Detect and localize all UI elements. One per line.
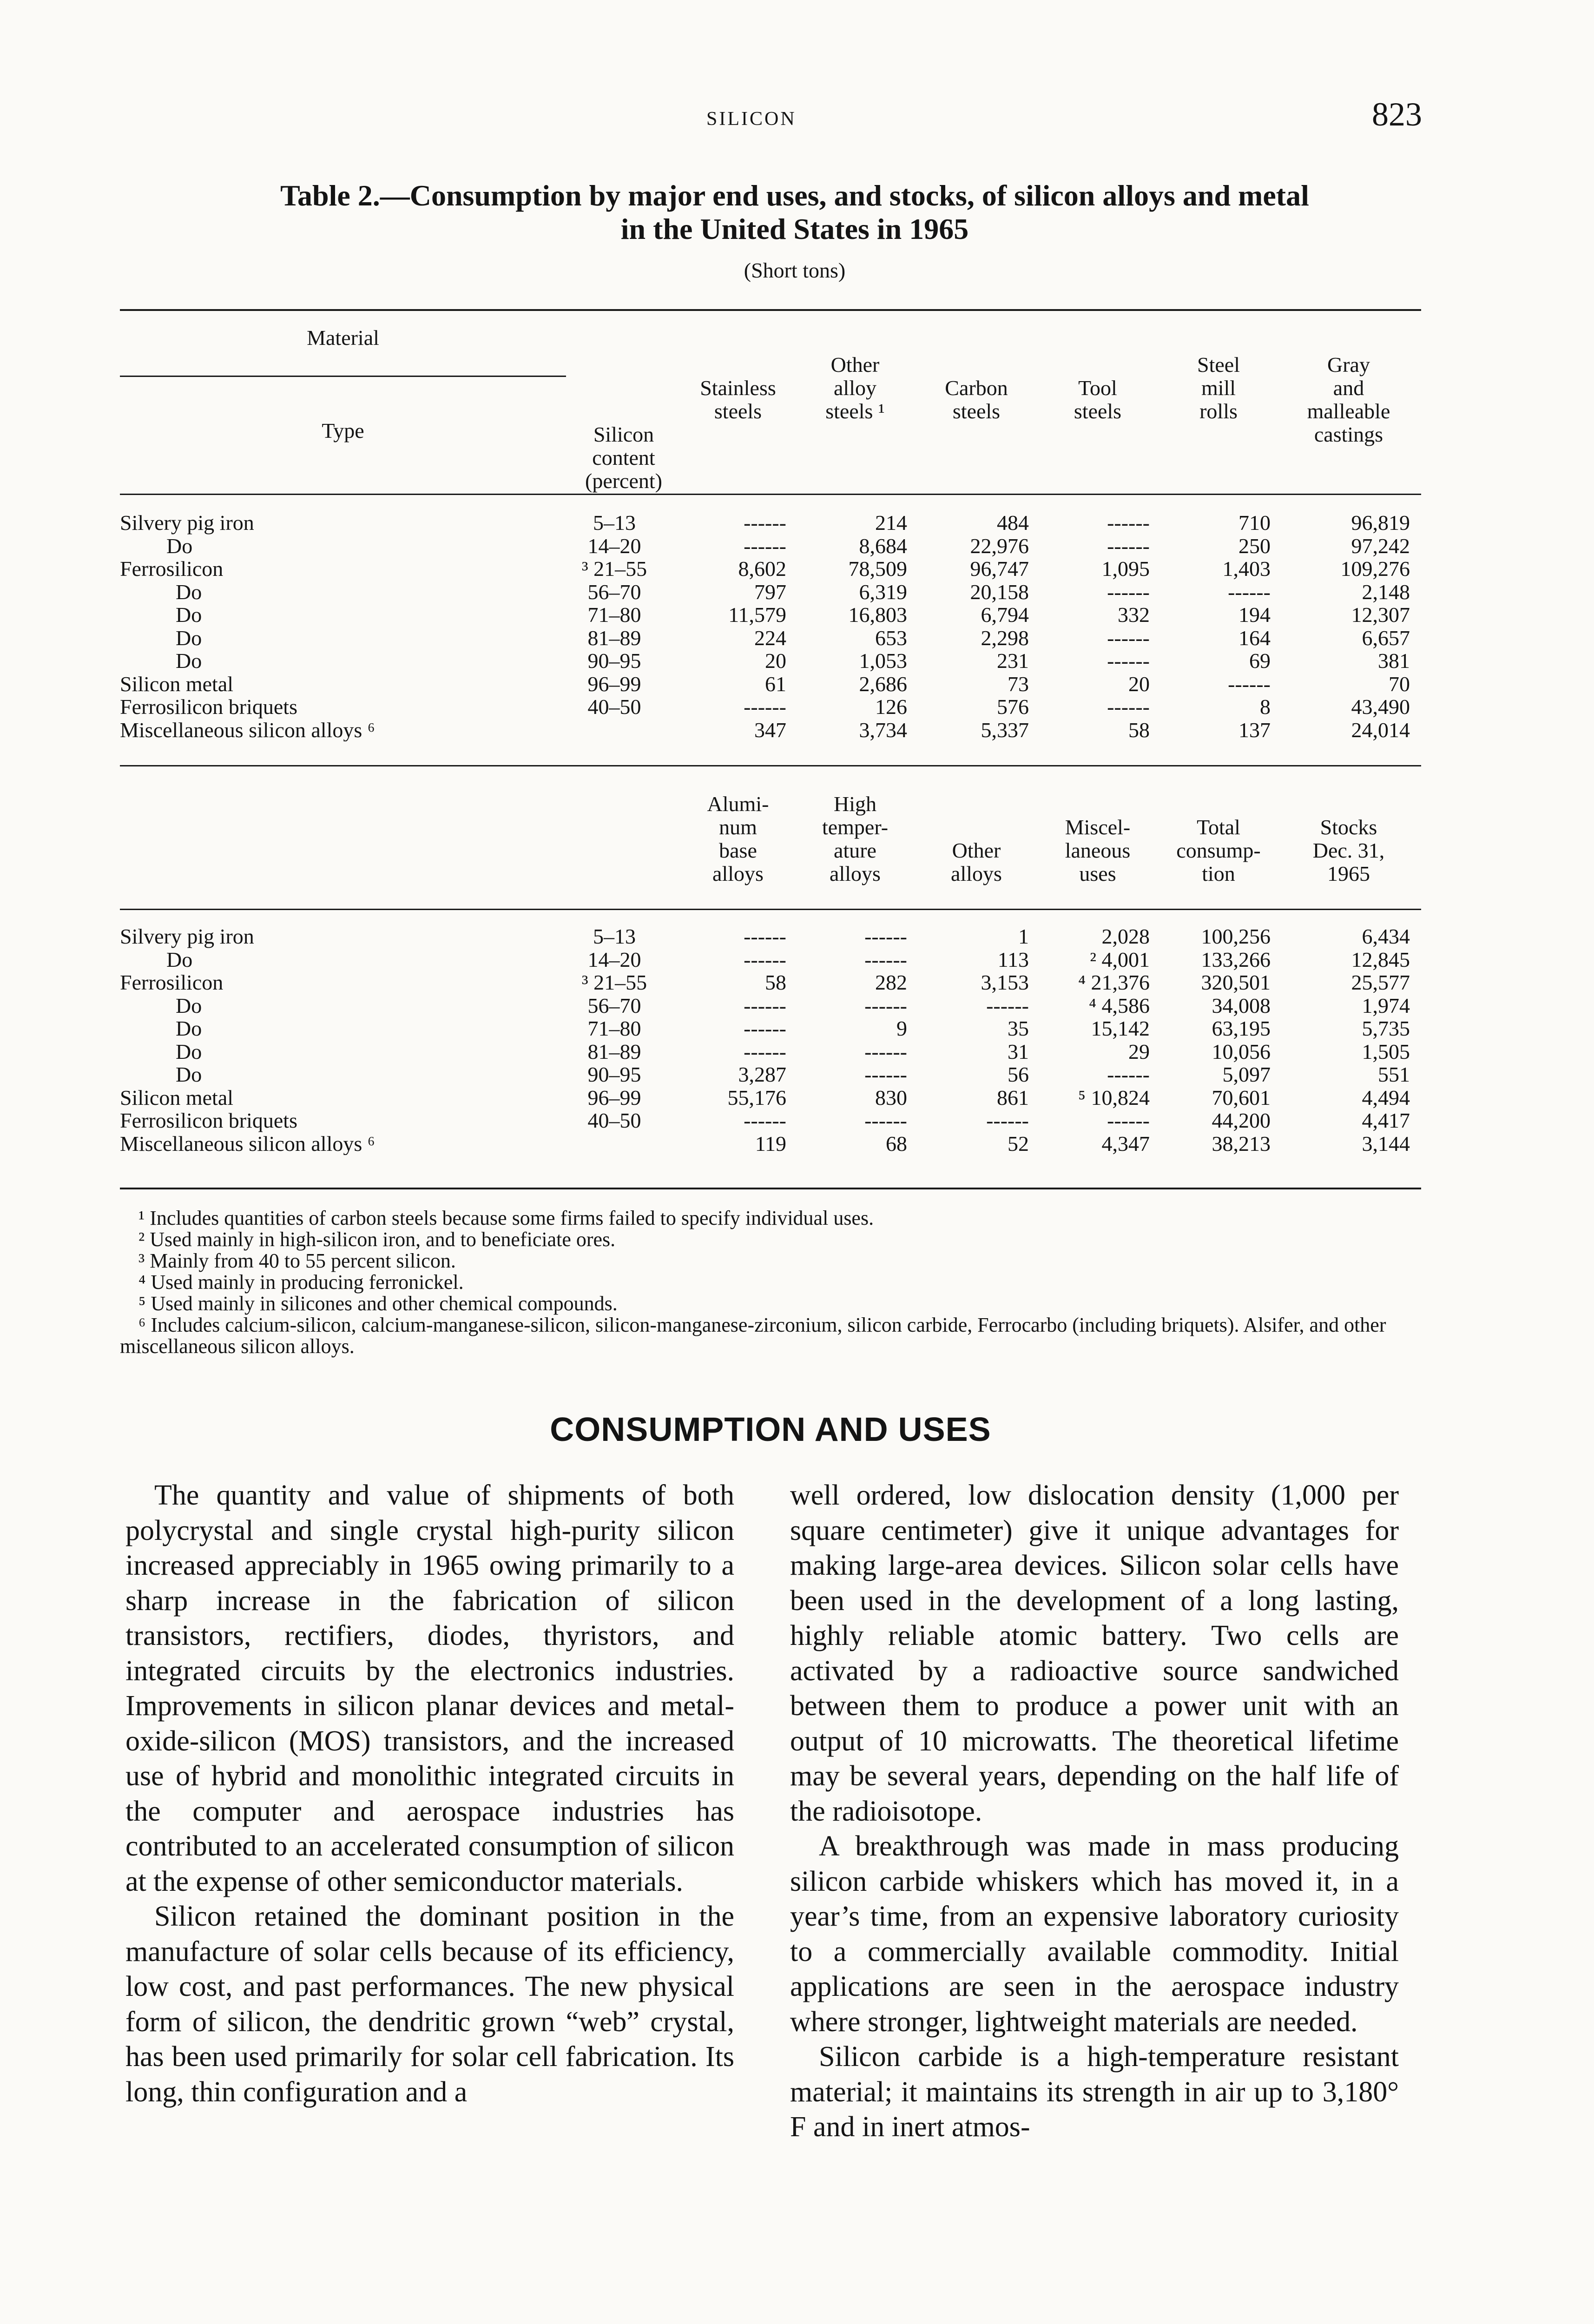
table-cell: ------ [744,534,786,557]
header-line: 1965 [1327,862,1370,885]
table-cell: 8,602 [738,557,786,581]
header-line: uses [1079,862,1116,885]
part2_headers-col-4 [1158,816,1279,885]
table-cell: 58 [1128,718,1150,741]
table-cell: 10,056 [1212,1040,1271,1063]
table-cell: ------ [986,994,1029,1017]
footnote: ¹ Includes quantities of carbon steels because some firms failed to specify individual uses. [138,1207,874,1229]
row-label-text: Silicon metal [120,1086,234,1109]
table-row [120,603,1418,627]
table-cell: ------ [744,695,786,719]
table-cell: 797 [754,580,786,603]
silicon-content-cell: 81–89 [587,626,641,649]
header-line: Gray [1327,353,1370,376]
body-paragraph: A breakthrough was made in mass producing silicon carbide whiskers which has moved it, in a year’s time, from an expensive laboratory curiosity to a commercially available commodity. Initial applications are seen in the aerospace industry where stronger, lightweight materials are needed. [790,1830,1399,2038]
table-cell: 4,494 [1362,1086,1410,1109]
table-cell: 5,337 [981,718,1029,741]
table-cell: 97,242 [1351,534,1410,557]
table-cell: 347 [754,718,786,741]
row-label [120,719,566,742]
row-label [120,971,566,994]
part1_headers-col-0 [681,376,795,423]
table-cell: 31 [1008,1040,1029,1063]
table-cell: 282 [875,971,907,994]
footnote: ⁶ Includes calcium-silicon, calcium-manganese-silicon, silicon-manganese-zirconium, silicon carbide, Ferrocarbo (including briquets). Alsifer, and other miscellaneous silicon alloys. [120,1314,1386,1358]
header-line: Other [830,353,880,376]
table-cell: 830 [875,1086,907,1109]
header-line: base [719,838,757,862]
table-cell: ------ [1107,580,1150,603]
footnote: ⁵ Used mainly in silicones and other chemical compounds. [138,1292,618,1315]
table-cell: 70 [1389,672,1410,695]
table-row [120,627,1418,650]
header-bottom-rule [120,494,1421,495]
row-label [120,581,566,604]
table-cell: 3,287 [738,1063,786,1086]
row-label-text: Do [176,649,202,673]
part1_headers-col-1 [795,353,916,423]
table-cell: 224 [754,626,786,649]
row-label [120,1109,566,1132]
silicon-content-cell: 71–80 [587,603,641,627]
table-cell: ------ [1107,1109,1150,1132]
table-row [120,649,1418,673]
header-line: laneous [1065,838,1131,862]
body-column-left [125,1478,734,2110]
header-line: Stocks [1320,815,1377,839]
material-underline [120,376,566,377]
table-cell: ------ [744,994,786,1017]
table-cell: ------ [864,1109,907,1132]
row-label-text: Do [176,603,202,627]
table-cell: 69 [1249,649,1271,673]
table-cell: 6,794 [981,603,1029,627]
header-line: Other [952,838,1001,862]
table-cell: 861 [997,1086,1029,1109]
table-cell: 6,434 [1362,925,1410,948]
table-cell: 34,008 [1212,994,1271,1017]
header-line: Alumi- [707,792,769,816]
header-line: (percent) [585,469,662,493]
table-cell: 126 [875,695,907,719]
table-row [120,695,1418,719]
table-cell: ------ [744,511,786,535]
table-cell: 3,734 [859,718,907,741]
table-cell: 2,148 [1362,580,1410,603]
silicon-content-cell: ³ 21–55 [581,557,647,581]
row-label-text: Do [176,994,202,1017]
table-cell: 63,195 [1212,1017,1271,1040]
table-cell: ------ [1228,580,1271,603]
table-cell: ⁵ 10,824 [1078,1086,1150,1109]
row-label-text: Do [176,1063,202,1086]
header-line: consump- [1176,838,1261,862]
table-cell: 58 [765,971,786,994]
row-label-text: Do [166,948,193,971]
silicon-content-cell: 81–89 [587,1040,641,1063]
table-cell: 332 [1118,603,1150,627]
table-row [120,925,1418,948]
silicon-content-cell: 90–95 [587,649,641,673]
part1-bottom-rule [120,765,1421,766]
row-label [120,1017,566,1040]
silicon-content-cell: 14–20 [587,534,641,557]
table-row [120,557,1418,581]
row-label-text: Do [176,1017,202,1040]
table-row [120,581,1418,604]
table-cell: 381 [1378,649,1410,673]
table-cell: 1 [1018,925,1029,948]
table-cell: 320,501 [1201,971,1271,994]
table-cell: ⁴ 4,586 [1088,994,1150,1017]
header-line: temper- [822,815,889,839]
silicon-content-cell: 56–70 [587,994,641,1017]
header-line: num [719,815,757,839]
table-top-rule [120,309,1421,311]
part1_headers-col-3 [1037,376,1158,423]
header-line: steels [1074,399,1122,423]
row-label-text: Do [176,580,202,603]
part2_headers-col-2 [916,839,1037,885]
table-cell: 12,307 [1351,603,1410,627]
table-cell: ------ [1107,1063,1150,1086]
table-cell: 56 [1008,1063,1029,1086]
row-label [120,1086,566,1109]
table-cell: 8,684 [859,534,907,557]
table-cell: 6,319 [859,580,907,603]
table-row [120,948,1418,971]
table-cell: 29 [1128,1040,1150,1063]
table-cell: ------ [744,1109,786,1132]
table-cell: 484 [997,511,1029,535]
table-cell: 16,803 [848,603,907,627]
part1_headers-col-4 [1158,353,1279,423]
silicon-content-cell: 40–50 [587,1109,641,1132]
table-cell: ------ [1107,649,1150,673]
table-cell: ------ [864,925,907,948]
table-cell: 4,347 [1101,1132,1150,1155]
table-cell: 15,142 [1091,1017,1150,1040]
body-paragraph: The quantity and value of shipments of both polycrystal and single crystal high-purity silicon increased appreciably in 1965 owing primarily to a sharp increase in the fabrication of silicon transistors, rectifiers, diodes, thyristors, and integrated circuits by the electronics industries. Improvements in silicon planar devices and metal-oxide-silicon (MOS) transistors, and the increased use of hybrid and monolithic integrated circuits in the computer and aerospace industries has contributed to an accelerated consumption of silicon at the expense of other semiconductor materials. [125,1479,734,1897]
table-cell: 70,601 [1212,1086,1271,1109]
table-cell: 113 [997,948,1029,971]
table-cell: ------ [1107,511,1150,535]
silicon-content-cell [566,719,681,742]
row-label [120,603,566,627]
table-row [120,1063,1418,1086]
table-row [120,1086,1418,1109]
table-cell: 6,657 [1362,626,1410,649]
part2_headers-col-0 [681,792,795,885]
footnote: ² Used mainly in high-silicon iron, and to beneficiate ores. [138,1228,616,1251]
silicon-content-cell: 5–13 [593,511,636,535]
table-cell: 11,579 [728,603,786,627]
header-line: Silicon [593,423,654,446]
table-cell: 1,403 [1222,557,1271,581]
silicon-content-cell: 14–20 [587,948,641,971]
row-label [120,925,566,948]
table-cell: 551 [1378,1063,1410,1086]
table-cell: 3,153 [981,971,1029,994]
part2_headers-col-3 [1037,816,1158,885]
part2_headers-col-1 [795,792,916,885]
part2_headers-col-5 [1279,816,1418,885]
body-paragraph: Silicon retained the dominant position in the manufacture of solar cells because of its efficiency, low cost, and past performances. The new physical form of silicon, the dendritic grown “web” crystal, has been used primarily for solar cell fabrication. Its long, thin configuration and a [125,1901,734,2108]
table-cell: ------ [744,925,786,948]
table-cell: 73 [1008,672,1029,695]
row-label [120,535,566,558]
table-cell: ------ [864,1040,907,1063]
table-cell: 4,417 [1362,1109,1410,1132]
table-cell: 133,266 [1201,948,1271,971]
header-line: mill [1201,376,1236,400]
table-cell: ------ [1107,695,1150,719]
table-cell: 96,747 [970,557,1029,581]
section-heading: CONSUMPTION AND USES [550,1411,991,1448]
running-head: SILICON [706,108,797,130]
table-cell: 3,144 [1362,1132,1410,1155]
row-label-text: Ferrosilicon briquets [120,695,297,719]
header-line: Dec. 31, [1312,838,1385,862]
part1_headers-col-5 [1279,353,1418,446]
row-label-text: Miscellaneous silicon alloys ⁶ [120,1132,375,1155]
row-label-text: Ferrosilicon briquets [120,1109,297,1132]
table-cell: 5,735 [1362,1017,1410,1040]
table-row [120,1109,1418,1132]
body-paragraph: well ordered, low dislocation density (1,000 per square centimeter) give it unique advantages for making large-area devices. Silicon solar cells have been used in the development of a long lasting, highly reliable atomic battery. Two cells are activated by a radioactive source sandwiched between them to produce a power unit with an output of 10 microwatts. The theoretical lifetime may be several years, depending on the half life of the radioisotope. [790,1479,1399,1827]
silicon-content-cell: 5–13 [593,925,636,948]
row-label [120,1132,566,1155]
table-cell: 1,095 [1101,557,1150,581]
type-header: Type [322,419,364,442]
row-label-text: Do [176,1040,202,1063]
body-column-right [790,1478,1399,2145]
row-label [120,649,566,673]
row-label [120,673,566,696]
row-label [120,1063,566,1086]
table-cell: 2,028 [1101,925,1150,948]
table-cell: 137 [1238,718,1271,741]
table-cell: 119 [755,1132,786,1155]
table-cell: 55,176 [727,1086,786,1109]
page-number: 823 [1372,96,1422,133]
table-cell: 52 [1008,1132,1029,1155]
row-label-text: Silvery pig iron [120,511,254,535]
table-cell: 68 [886,1132,907,1155]
table-cell: 9 [896,1017,907,1040]
table-cell: 44,200 [1212,1109,1271,1132]
table-row [120,719,1418,742]
header-line: alloys [830,862,881,885]
row-label-text: Silicon metal [120,672,234,695]
table-cell: 2,298 [981,626,1029,649]
table-cell: 194 [1238,603,1271,627]
table-units: (Short tons) [744,258,846,282]
header-line: High [834,792,876,816]
table-cell: 164 [1238,626,1271,649]
table-row [120,1132,1418,1155]
row-label-text: Ferrosilicon [120,971,224,994]
table-cell: 24,014 [1351,718,1410,741]
row-label-text: Do [176,626,202,649]
header-line: Total [1197,815,1240,839]
table-cell: 710 [1238,511,1271,535]
table-cell: ------ [744,1017,786,1040]
table-cell: ------ [864,1063,907,1086]
table-cell: 5,097 [1222,1063,1271,1086]
table-row [120,1040,1418,1063]
header-line: castings [1314,423,1383,446]
table-cell: 35 [1008,1017,1029,1040]
table-cell: 22,976 [970,534,1029,557]
table-part-2 [120,925,1418,1155]
table-cell: 2,686 [859,672,907,695]
row-label [120,1040,566,1063]
footnote: ³ Mainly from 40 to 55 percent silicon. [138,1249,456,1272]
silicon-content-cell: 96–99 [587,1086,641,1109]
row-label [120,511,566,535]
row-label-text: Ferrosilicon [120,557,224,581]
footnotes [120,1208,1421,1357]
silicon-content-cell: 71–80 [587,1017,641,1040]
silicon-content-cell: 56–70 [587,580,641,603]
header-line: steels [714,399,762,423]
body-paragraph: Silicon carbide is a high-temperature resistant material; it maintains its strength in air up to 3,180° F and in inert atmos- [790,2041,1399,2143]
material-header: Material [307,326,379,350]
header-line: Stainless [700,376,776,400]
part1_headers-col-2 [916,376,1037,423]
table-cell: 20 [765,649,786,673]
silicon-content-cell: ³ 21–55 [581,971,647,994]
table-title-line-1: Table 2.—Consumption by major end uses, and stocks, of silicon alloys and metal [280,179,1309,212]
table-cell: 78,509 [848,557,907,581]
header-line: steels ¹ [825,399,885,423]
table-row [120,673,1418,696]
header-line: steels [952,399,1001,423]
row-label [120,695,566,719]
table-cell: ------ [986,1109,1029,1132]
header-line: Miscel- [1065,815,1131,839]
header-line: alloy [834,376,876,400]
table-cell: ------ [1228,672,1271,695]
table-cell: ------ [744,1040,786,1063]
silicon-content-cell [566,1132,681,1155]
header-line: Carbon [945,376,1008,400]
table-cell: 38,213 [1212,1132,1271,1155]
header-line: malleable [1307,399,1390,423]
table-cell: 43,490 [1351,695,1410,719]
row-label [120,948,566,971]
table-cell: 1,053 [859,649,907,673]
header-line: alloys [712,862,764,885]
table-cell: 20 [1128,672,1150,695]
table-cell: 100,256 [1201,925,1271,948]
table-row [120,1017,1418,1040]
table-bottom-rule [120,1188,1421,1189]
table-cell: ------ [1107,534,1150,557]
silicon-content-cell: 96–99 [587,672,641,695]
table-cell: 8 [1260,695,1271,719]
table-cell: ⁴ 21,376 [1078,971,1150,994]
row-label-text: Silvery pig iron [120,925,254,948]
table-row [120,511,1418,535]
table-cell: 1,505 [1362,1040,1410,1063]
table-cell: 653 [875,626,907,649]
table-row [120,994,1418,1017]
table-cell: 214 [875,511,907,535]
table-cell: ² 4,001 [1090,948,1150,971]
row-label [120,557,566,581]
table-cell: 61 [765,672,786,695]
table-cell: 250 [1238,534,1271,557]
table-row [120,971,1418,994]
table-cell: 12,845 [1351,948,1410,971]
table-cell: ------ [1107,626,1150,649]
header-line: ature [834,838,876,862]
table-cell: ------ [744,948,786,971]
table-cell: ------ [864,948,907,971]
table-row [120,535,1418,558]
table-cell: 20,158 [970,580,1029,603]
table-cell: 96,819 [1351,511,1410,535]
row-label-text: Miscellaneous silicon alloys ⁶ [120,718,375,741]
table-cell: 576 [997,695,1029,719]
table-cell: 1,974 [1362,994,1410,1017]
header-line: alloys [951,862,1002,885]
header-line: Tool [1078,376,1117,400]
table-title [153,179,1436,246]
silicon-content-header [566,423,681,493]
silicon-content-cell: 40–50 [587,695,641,719]
table-title-line-2: in the United States in 1965 [620,212,969,245]
header-line: tion [1202,862,1235,885]
row-label-text: Do [166,534,193,557]
part2-header-rule [120,909,1421,910]
table-cell: 109,276 [1340,557,1410,581]
header-line: content [592,446,655,469]
row-label [120,994,566,1017]
header-line: and [1333,376,1364,400]
header-line: rolls [1199,399,1238,423]
footnote: ⁴ Used mainly in producing ferronickel. [138,1271,464,1294]
table-cell: ------ [864,994,907,1017]
row-label [120,627,566,650]
table-cell: 25,577 [1351,971,1410,994]
table-part-1 [120,511,1418,741]
header-line: Steel [1197,353,1240,376]
table-cell: 231 [997,649,1029,673]
silicon-content-cell: 90–95 [587,1063,641,1086]
